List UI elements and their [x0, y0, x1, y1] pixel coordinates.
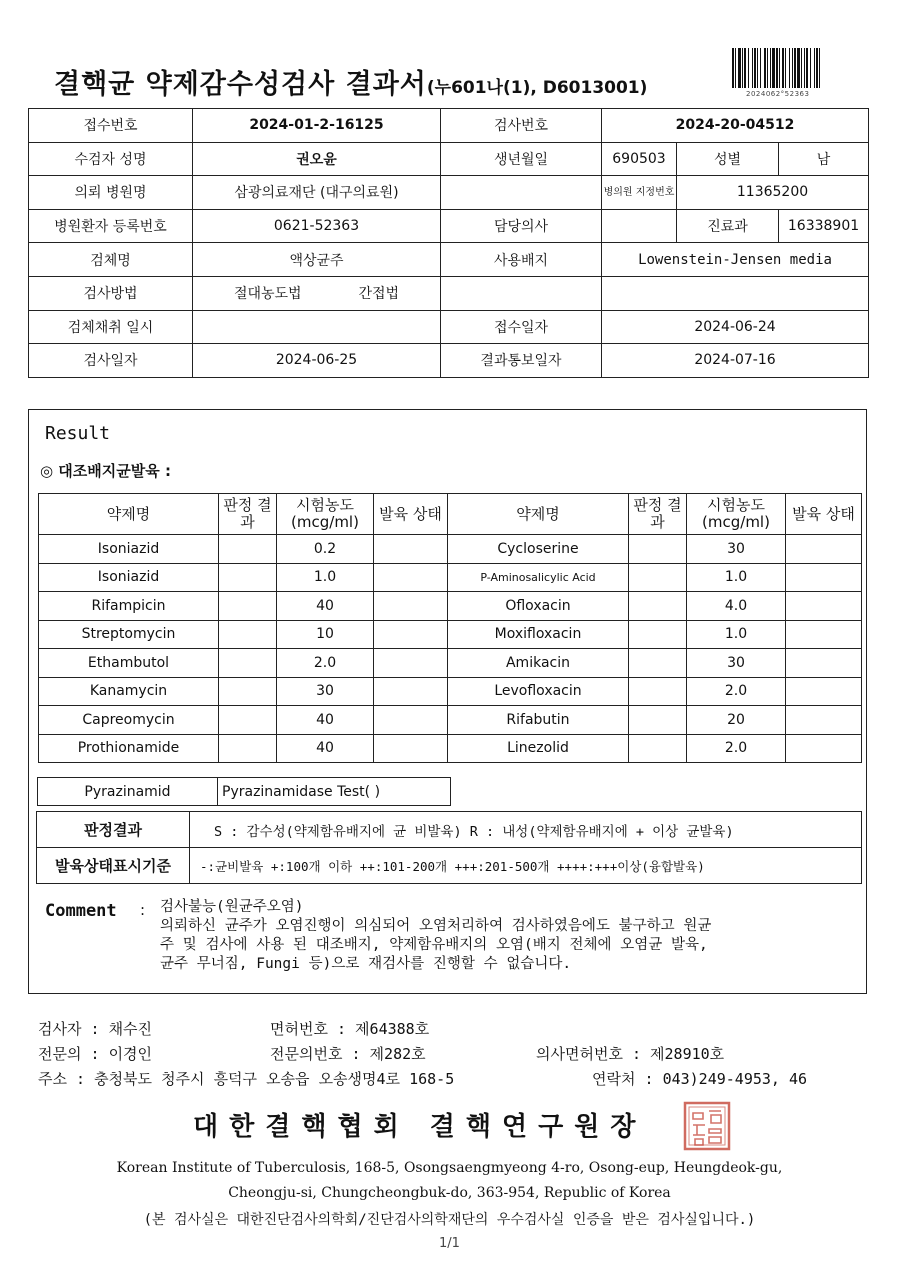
judgement-cell: [219, 563, 277, 592]
drug-name: Prothionamide: [39, 734, 219, 763]
sex-label: 성별: [677, 142, 779, 176]
growth-cell: [786, 734, 862, 763]
growth-cell: [786, 706, 862, 735]
hospital-code: 11365200: [677, 176, 869, 210]
comment-line: 의뢰하신 균주가 오염진행이 의심되어 오염처리하여 검사하였음에도 불구하고 원균: [160, 918, 712, 934]
birth-label: 생년월일: [441, 142, 602, 176]
judgement-cell: [629, 734, 687, 763]
method-label: 검사방법: [29, 276, 193, 310]
control-medium-label: ◎ 대조배지균발육 :: [40, 462, 171, 480]
comment-line: 검사불능(원균주오염): [160, 899, 304, 915]
judgement-cell: [219, 649, 277, 678]
sex-value: 남: [779, 142, 869, 176]
growth-cell: [786, 535, 862, 564]
col-judgement: 판정 결과: [219, 494, 277, 535]
conc-cell: 40: [277, 592, 374, 621]
judgement-cell: [629, 649, 687, 678]
receipt-no-label: 접수번호: [29, 109, 193, 143]
drug-name: Linezolid: [448, 734, 629, 763]
patient-info-table: [28, 108, 869, 378]
growth-cell: [374, 563, 448, 592]
growth-cell: [374, 535, 448, 564]
growth-cell: [786, 563, 862, 592]
patient-reg: 0621-52363: [193, 209, 441, 243]
receipt-no: 2024-01-2-16125: [193, 109, 441, 143]
official-seal-icon: [683, 1101, 731, 1151]
comment-line: 주 및 검사에 사용 된 대조배지, 약제함유배지의 오염(배지 전체에 오염균 발육,: [160, 937, 708, 953]
col-judgement: 판정 결과: [629, 494, 687, 535]
drug-name: Rifampicin: [39, 592, 219, 621]
drug-name: Isoniazid: [39, 563, 219, 592]
receive-date-label: 접수일자: [441, 310, 602, 344]
info-row: [29, 344, 869, 378]
table-row: [39, 592, 862, 621]
col-growth: 발육 상태: [786, 494, 862, 535]
col-drug: 약제명: [39, 494, 219, 535]
specialist-no: 전문의번호 : 제282호: [270, 1045, 426, 1063]
md-license-no: 의사면허번호 : 제28910호: [536, 1045, 725, 1063]
judgement-cell: [219, 677, 277, 706]
birth-value: 690503: [602, 142, 677, 176]
address: 주소 : 충청북도 청주시 흥덕구 오송읍 오송생명4로 168-5: [38, 1070, 455, 1088]
license-no: 면허번호 : 제64388호: [270, 1020, 430, 1038]
contact: 연락처 : 043)249-4953, 46: [592, 1070, 808, 1088]
method-value: [193, 276, 441, 310]
drug-table: [38, 493, 862, 763]
patient-reg-label: 병원환자 등록번호: [29, 209, 193, 243]
pyrazinamid-table: [37, 777, 451, 806]
pyrazinamid-label: Pyrazinamid: [38, 778, 218, 806]
page-number: 1/1: [439, 1236, 460, 1251]
doctor-value: [602, 209, 677, 243]
barcode-icon: [732, 48, 856, 88]
judgement-cell: [219, 592, 277, 621]
drug-name: Cycloserine: [448, 535, 629, 564]
conc-cell: 30: [277, 677, 374, 706]
growth-cell: [786, 677, 862, 706]
drug-name: P-Aminosalicylic Acid: [448, 563, 629, 592]
table-row: [38, 778, 451, 806]
blank-cell: [441, 276, 602, 310]
conc-cell: 2.0: [687, 677, 786, 706]
comment-label: Comment: [45, 901, 117, 921]
conc-cell: 30: [687, 649, 786, 678]
organization-name: 대한결핵협회 결핵연구원장: [193, 1112, 647, 1142]
table-row: [37, 848, 862, 884]
growth-legend-text: -:균비발육 +:100개 이하 ++:101-200개 +++:201-500개 ++++:+++이상(융합발육): [190, 848, 862, 884]
drug-name: Levofloxacin: [448, 677, 629, 706]
col-conc: 시험농도 (mcg/ml): [687, 494, 786, 535]
doctor-label: 담당의사: [441, 209, 602, 243]
growth-cell: [374, 677, 448, 706]
judgement-cell: [219, 734, 277, 763]
table-row: [39, 620, 862, 649]
conc-cell: 40: [277, 706, 374, 735]
growth-cell: [374, 592, 448, 621]
table-row: [39, 677, 862, 706]
judgement-legend-text: S : 감수성(약제함유배지에 균 비발육) R : 내성(약제함유배지에 + 이상 균발육): [190, 812, 862, 848]
medium-value: Lowenstein-Jensen media: [602, 243, 869, 277]
form-code: (누601나(1), D6013001): [426, 78, 648, 98]
drug-name: Moxifloxacin: [448, 620, 629, 649]
pyrazinamidase-test: Pyrazinamidase Test( ): [218, 778, 451, 806]
test-no-label: 검사번호: [441, 109, 602, 143]
address-en-line1: Korean Institute of Tuberculosis, 168-5, Osongsaengmyeong 4-ro, Osong-eup, Heungdeok-gu,: [116, 1160, 783, 1176]
drug-name: Ethambutol: [39, 649, 219, 678]
judgement-cell: [629, 620, 687, 649]
judgement-cell: [629, 677, 687, 706]
judgement-cell: [219, 535, 277, 564]
info-row: [29, 276, 869, 310]
hospital-name: 삼광의료재단 (대구의료원): [193, 176, 441, 210]
growth-cell: [374, 706, 448, 735]
patient-name-label: 수검자 성명: [29, 142, 193, 176]
hospital-label: 의뢰 병원명: [29, 176, 193, 210]
drug-name: Capreomycin: [39, 706, 219, 735]
growth-cell: [374, 734, 448, 763]
conc-cell: 1.0: [687, 620, 786, 649]
info-row: [29, 243, 869, 277]
conc-cell: 2.0: [277, 649, 374, 678]
test-date-label: 검사일자: [29, 344, 193, 378]
judgement-cell: [629, 706, 687, 735]
drug-name: Streptomycin: [39, 620, 219, 649]
medium-label: 사용배지: [441, 243, 602, 277]
drug-name: Rifabutin: [448, 706, 629, 735]
col-drug: 약제명: [448, 494, 629, 535]
info-row: [29, 142, 869, 176]
table-row: [39, 649, 862, 678]
comment-colon: :: [140, 901, 146, 919]
conc-cell: 0.2: [277, 535, 374, 564]
growth-cell: [374, 620, 448, 649]
table-row: [39, 563, 862, 592]
specimen-label: 검체명: [29, 243, 193, 277]
method-2: 간접법: [358, 286, 400, 303]
collect-date-label: 검체채취 일시: [29, 310, 193, 344]
conc-cell: 10: [277, 620, 374, 649]
table-row: [37, 812, 862, 848]
judgement-cell: [219, 706, 277, 735]
table-row: [39, 706, 862, 735]
drug-name: Amikacin: [448, 649, 629, 678]
comment-text: [160, 898, 850, 974]
growth-cell: [786, 620, 862, 649]
method-1: 절대농도법: [233, 286, 302, 303]
table-row: [39, 535, 862, 564]
address-en-line2: Cheongju-si, Chungcheongbuk-do, 363-954, Republic of Korea: [228, 1185, 671, 1201]
conc-cell: 4.0: [687, 592, 786, 621]
test-date: 2024-06-25: [193, 344, 441, 378]
notify-date: 2024-07-16: [602, 344, 869, 378]
drug-name: Isoniazid: [39, 535, 219, 564]
hospital-code-label: 병의원 지정번호: [602, 176, 677, 210]
conc-cell: 40: [277, 734, 374, 763]
comment-line: 균주 무너짐, Fungi 등)으로 재검사를 진행할 수 없습니다.: [160, 956, 572, 972]
blank-cell: [602, 276, 869, 310]
title-text: 결핵균 약제감수성검사 결과서: [54, 69, 427, 100]
growth-legend-label: 발육상태표시기준: [37, 848, 190, 884]
info-row: [29, 176, 869, 210]
growth-cell: [786, 592, 862, 621]
conc-cell: 30: [687, 535, 786, 564]
receive-date: 2024-06-24: [602, 310, 869, 344]
dept-label: 진료과: [677, 209, 779, 243]
info-row: [29, 109, 869, 143]
collect-date: [193, 310, 441, 344]
test-no: 2024-20-04512: [602, 109, 869, 143]
blank-cell: [441, 176, 602, 210]
drug-name: Kanamycin: [39, 677, 219, 706]
result-heading: Result: [45, 423, 111, 444]
patient-name: 권오윤: [193, 142, 441, 176]
conc-cell: 1.0: [687, 563, 786, 592]
drug-table-header: [39, 494, 862, 535]
growth-cell: [374, 649, 448, 678]
document-title: [54, 62, 647, 101]
table-row: [39, 734, 862, 763]
certification-note: (본 검사실은 대한진단검사의학회/진단검사의학재단의 우수검사실 인증을 받은 검사실입니다.): [143, 1212, 756, 1228]
col-growth: 발육 상태: [374, 494, 448, 535]
info-row: [29, 310, 869, 344]
growth-cell: [786, 649, 862, 678]
judgement-legend-label: 판정결과: [37, 812, 190, 848]
conc-cell: 2.0: [687, 734, 786, 763]
specialist: 전문의 : 이경인: [38, 1045, 153, 1063]
tester: 검사자 : 채수진: [38, 1020, 153, 1038]
judgement-cell: [629, 535, 687, 564]
legend-table: [36, 811, 862, 884]
dept-value: 16338901: [779, 209, 869, 243]
conc-cell: 1.0: [277, 563, 374, 592]
judgement-cell: [219, 620, 277, 649]
judgement-cell: [629, 563, 687, 592]
notify-date-label: 결과통보일자: [441, 344, 602, 378]
col-conc: 시험농도 (mcg/ml): [277, 494, 374, 535]
info-row: [29, 209, 869, 243]
specimen-value: 액상균주: [193, 243, 441, 277]
drug-name: Ofloxacin: [448, 592, 629, 621]
conc-cell: 20: [687, 706, 786, 735]
judgement-cell: [629, 592, 687, 621]
barcode-number: 2024062°52363: [746, 90, 810, 98]
